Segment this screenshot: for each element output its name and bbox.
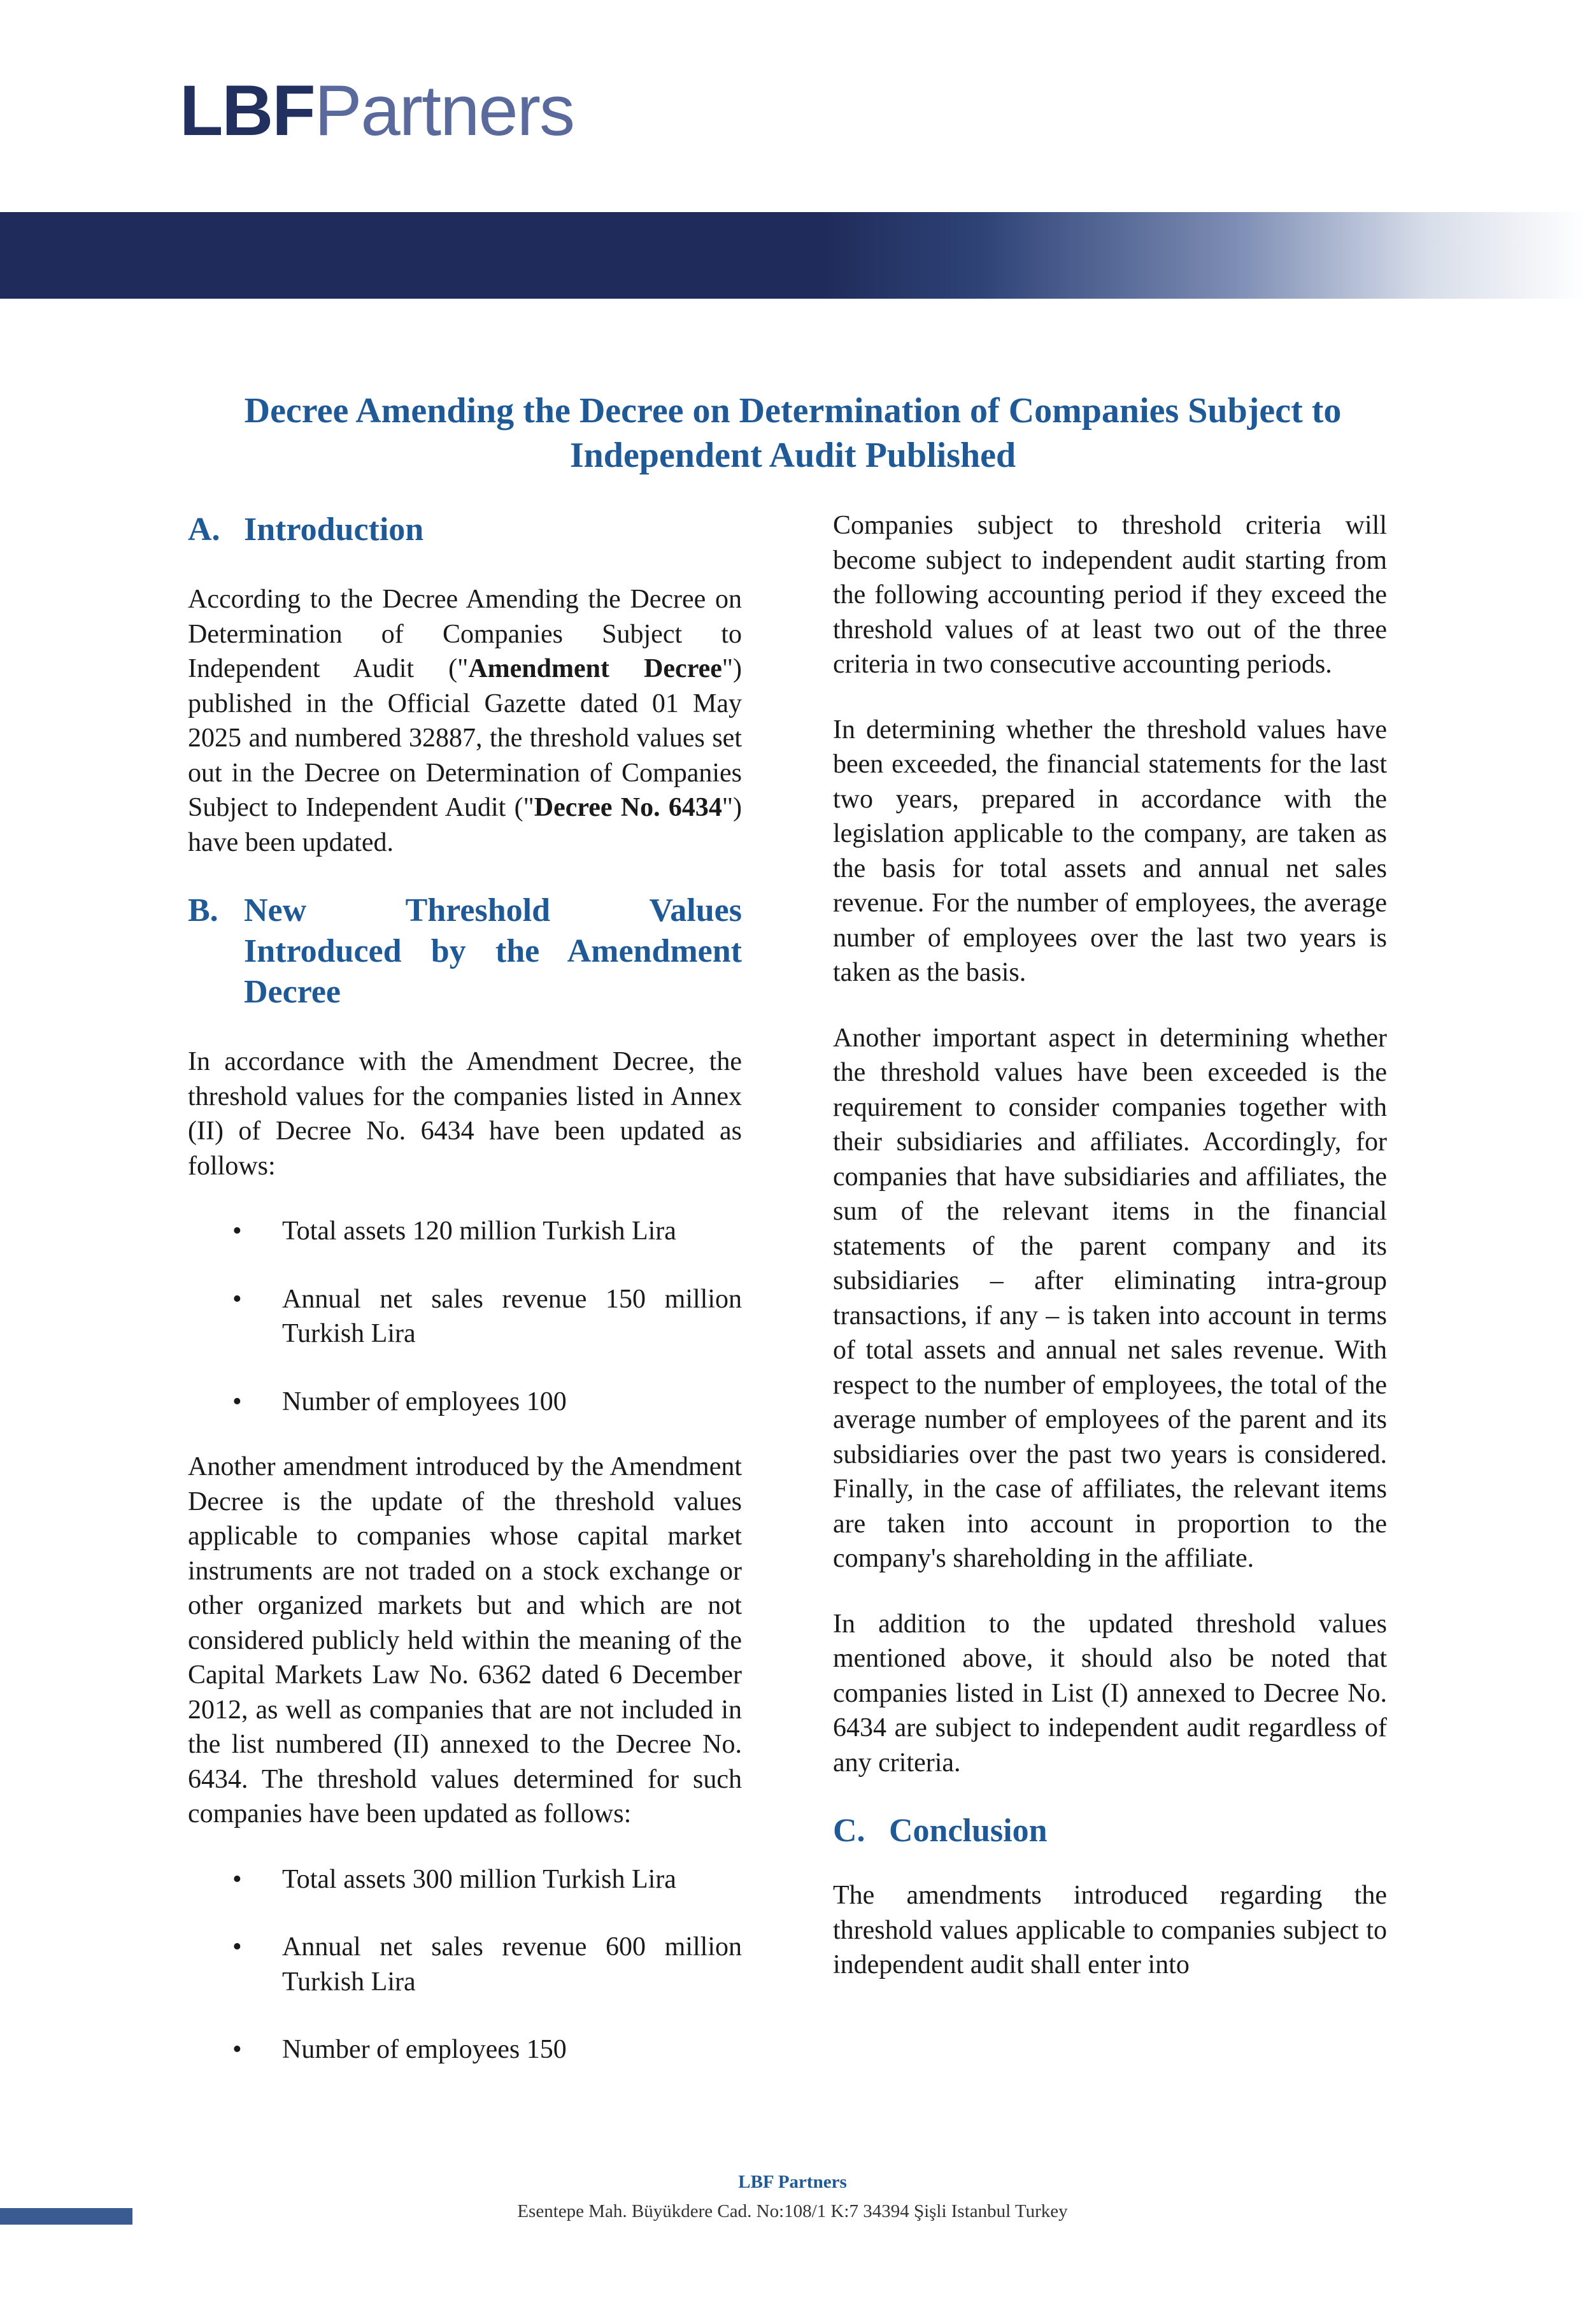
other-companies-paragraph: Another amendment introduced by the Amendment Decree is the update of the threshold values applicable to companies whose capital market instruments are not traded on a stock exchange or other organized markets but and which are not considered publicly held within the meaning of the Capital Markets Law No. 6362 dated 6 December 2012, as well as companies that are not included in the list numbered (II) annexed to the Decree No. 6434. The threshold values determined for such companies have been updated as follows: bbox=[188, 1452, 742, 1829]
company-logo: LBFPartners bbox=[180, 71, 574, 150]
list-item: • Annual net sales revenue 600 million Turkish Lira bbox=[232, 1932, 742, 1997]
threshold-list-other bbox=[188, 1862, 742, 2067]
financial-statements-paragraph: In determining whether the threshold values have been exceeded, the financial statements for the last two years, prepared in accordance with the legislation applicable to the company, are taken as the basis for total assets and annual net sales revenue. For the number of employees, the average number of employees over the last two years is taken as the basis. bbox=[833, 715, 1387, 987]
threshold-list-annex-ii bbox=[188, 1214, 742, 1419]
list-item: • Total assets 300 million Turkish Lira bbox=[232, 1864, 676, 1894]
list-item: • Number of employees 150 bbox=[232, 2035, 567, 2064]
left-column bbox=[188, 510, 742, 2098]
intro-paragraph: According to the Decree Amending the Decree on Determination of Companies Subject to Independent Audit ("Amendment Decree") published in the Official Gazette dated 01 May 2025 and numbered 32887, the threshold values set out in the Decree on Determination of Companies Subject to Independent Audit ("Decree No. 6434") have been updated. bbox=[188, 585, 743, 857]
subsidiaries-paragraph: Another important aspect in determining whether the threshold values have been exceeded is the requirement to consider companies together with their subsidiaries and affiliates. Accordingly, for companies that have subsidiaries and affiliates, the sum of the relevant items in the financial statements of the parent company and its subsidiaries – after eliminating intra-group transactions, if any – is taken into account in terms of total assets and annual net sales revenue. With respect to the number of employees, the total of the average number of employees of the parent and its subsidiaries over the past two years is considered. Finally, in the case of affiliates, the relevant items are taken into account in proportion to the company's shareholding in the affiliate. bbox=[833, 1023, 1387, 1573]
section-a-heading: A. Introduction bbox=[188, 511, 424, 548]
right-column bbox=[833, 508, 1387, 1983]
section-b-heading: B. New Threshold Values Introduced by the Amendment Decree bbox=[188, 892, 742, 1010]
header-banner bbox=[0, 212, 1585, 299]
list-item: • Total assets 120 million Turkish Lira bbox=[232, 1216, 676, 1246]
conclusion-paragraph: The amendments introduced regarding the threshold values applicable to companies subject to independent audit shall enter into bbox=[833, 1881, 1387, 1979]
criteria-paragraph: Companies subject to threshold criteria will become subject to independent audit starting from the following accounting period if they exceed the threshold values of at least two out of the three criteria in two consecutive accounting periods. bbox=[833, 511, 1387, 679]
footer-address: Esentepe Mah. Büyükdere Cad. No:108/1 K:7 34394 Şişli Istanbul Turkey bbox=[517, 2201, 1068, 2221]
section-c-heading: C. Conclusion bbox=[833, 1813, 1048, 1849]
list-item: • Number of employees 100 bbox=[232, 1387, 567, 1416]
list-i-paragraph: In addition to the updated threshold values mentioned above, it should also be noted that companies listed in List (I) annexed to Decree No. 6434 are subject to independent audit regardless of any criteria. bbox=[833, 1609, 1387, 1778]
document-title: Decree Amending the Decree on Determination of Companies Subject to Independent Audit Published bbox=[244, 391, 1342, 475]
footer-company-name: LBF Partners bbox=[738, 2172, 847, 2192]
amendment-paragraph: In accordance with the Amendment Decree, the threshold values for the companies listed in Annex (II) of Decree No. 6434 have been updated as follows: bbox=[188, 1047, 742, 1181]
list-item: • Annual net sales revenue 150 million Turkish Lira bbox=[232, 1284, 742, 1348]
